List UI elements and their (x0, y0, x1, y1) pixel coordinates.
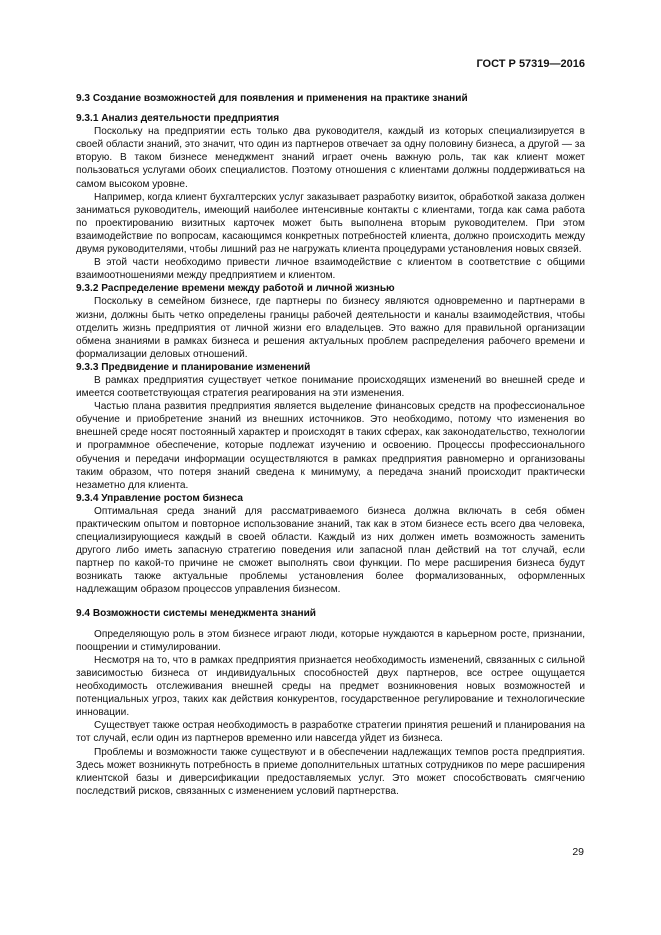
paragraph: Например, когда клиент бухгалтерских услуг заказывает разработку визиток, обработкой заказа должен заниматься руководитель, имеющий наиболее интенсивные контакты с клиентами, тогда как сама работа по проектированию визитных карточек может быть выполнена вторым руководителем. При этом взаимодействие по вопросам, касающимся конкретных потребностей клиента, должно происходить между двумя руководителями, чтобы лишний раз не нагружать клиента процедурами установления новых связей. (76, 191, 585, 256)
section-heading-9-4: 9.4 Возможности системы менеджмента знаний (76, 607, 317, 619)
standard-header: ГОСТ Р 57319—2016 (476, 58, 585, 70)
subsection-heading-9-3-3: 9.3.3 Предвидение и планирование изменений (76, 361, 311, 373)
paragraph: В этой части необходимо привести личное взаимодействие с клиентом в соответствие с общими взаимоотношениями между предприятием и клиентом. (76, 257, 585, 282)
section-heading-9-3: 9.3 Создание возможностей для появления и применения на практике знаний (76, 93, 468, 104)
page-number: 29 (572, 846, 584, 858)
paragraph: Поскольку в семейном бизнесе, где партнеры по бизнесу являются одновременно и партнерами в жизни, должны быть четко определены границы рабочей деятельности и каналы взаимодействия, чтобы отделить жизнь предприятия от личной жизни его владельцев. Это важно для правильной организации обмена знаниями в рамках бизнеса и решения актуальных проблем распределения рабочего времени и формализации деловых отношений. (76, 296, 585, 360)
document-body (76, 92, 585, 798)
subsection-heading-9-3-1: 9.3.1 Анализ деятельности предприятия (76, 113, 280, 125)
paragraph: Поскольку на предприятии есть только два руководителя, каждый из которых специализируется в своей области знаний, это значит, что один из партнеров отвечает за одну половину бизнеса, а другой — за вторую. В таком бизнесе менеджмент знаний играет очень важную роль, так как клиент может пользоваться услугами обоих специалистов. Поэтому отношения с клиентами должны поддерживаться на самом высоком уровне. (76, 126, 585, 190)
subsection-heading-9-3-4: 9.3.4 Управление ростом бизнеса (76, 492, 244, 504)
paragraph: Существует также острая необходимость в разработке стратегии принятия решений и планирования на тот случай, если один из партнеров временно или навсегда уйдет из бизнеса. (76, 720, 585, 745)
paragraph: Частью плана развития предприятия является выделение финансовых средств на профессиональное обучение и приобретение знаний из внешних источников. Это необходимо, потому что изменения во внешней среде носят постоянный характер и происходят в таких сферах, как законодательство, технологии и программное обеспечение, которые подлежат изучению и освоению. Процессы профессионального обучения и передачи информации осуществляются в рамках предприятия равномерно и организованы таким образом, что потеря знаний сведена к минимуму, а передача знаний происходит практически незаметно для клиента. (76, 401, 585, 491)
paragraph: Определяющую роль в этом бизнесе играют люди, которые нуждаются в карьерном росте, признании, поощрении и стимулировании. (76, 628, 585, 653)
subsection-heading-9-3-2: 9.3.2 Распределение времени между работой и личной жизнью (76, 283, 395, 295)
paragraph: Несмотря на то, что в рамках предприятия признается необходимость изменений, связанных с сильной зависимостью бизнеса от индивидуальных способностей двух партнеров, все острее ощущается необходимость отслеживания внешней среды на предмет возникновения новых возможностей и потенциальных угроз, таких как действия конкурентов, государственное регулирование и технологические инновации. (76, 654, 585, 719)
paragraph: Оптимальная среда знаний для рассматриваемого бизнеса должна включать в себя обмен практическим опытом и повторное использование знаний, так как в этом бизнесе есть всего два человека, специализирующиеся каждый в своей области. Каждый из них должен иметь возможность заменить другого либо иметь запасную стратегию поведения или запасной план действий на тот случай, если партнер по какой-то причине не сможет выполнять свои функции. По мере расширения бизнеса будут возникать также актуальные проблемы установления более формализованных, оформленных надлежащим образом процессов управления бизнесом. (76, 505, 585, 596)
paragraph: В рамках предприятия существует четкое понимание происходящих изменений во внешней среде и имеется соответствующая стратегия реагирования на эти изменения. (76, 374, 585, 400)
paragraph: Проблемы и возможности также существуют и в обеспечении надлежащих темпов роста предприятия. Здесь может возникнуть потребность в приеме дополнительных штатных сотрудников по мере расширения клиентской базы и диверсификации предоставляемых услуг. Это может способствовать смягчению последствий рисков, связанных с изменением условий партнерства. (76, 746, 585, 797)
